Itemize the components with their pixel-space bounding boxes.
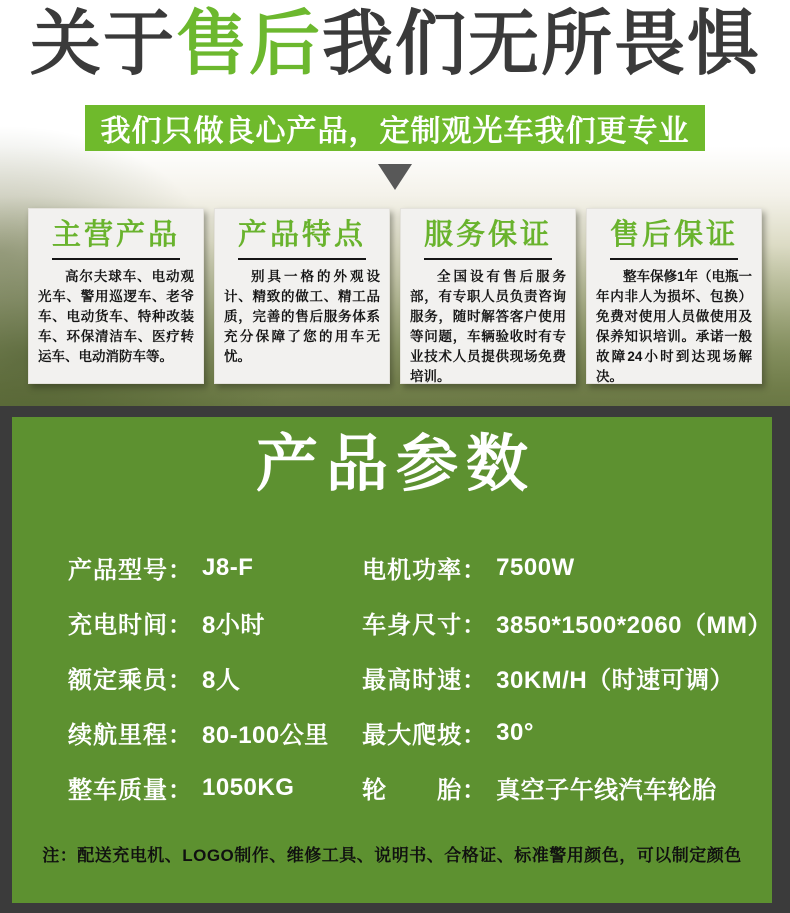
spec-value: J8-F: [202, 553, 254, 581]
specs-title: 产品参数: [255, 430, 536, 499]
spec-label: 产品型号：: [68, 557, 193, 584]
spec-value: 真空子午线汽车轮胎: [496, 777, 717, 804]
spec-row-tires: [362, 760, 772, 815]
spec-label: 轮 胎：: [362, 777, 488, 804]
spec-row-passengers: [68, 650, 362, 705]
card-main-products: [28, 208, 204, 384]
spec-row-range: [68, 705, 362, 760]
card-service-guarantee: [400, 208, 576, 384]
title-suffix: 我们无所畏惧: [322, 5, 761, 84]
spec-row-charge-time: [68, 595, 362, 650]
spec-label: 充电时间：: [68, 612, 193, 639]
spec-row-max-grade: [362, 705, 772, 760]
spec-value: 30°: [496, 718, 534, 746]
spec-value: 8人: [202, 667, 241, 694]
card-title: 主营产品: [51, 219, 180, 251]
spec-label: 续航里程：: [68, 722, 193, 749]
spec-value: 1050KG: [202, 773, 295, 801]
spec-value: 8小时: [202, 612, 265, 639]
info-cards: [0, 208, 790, 384]
spec-value: 7500W: [496, 553, 575, 581]
card-divider: [52, 258, 180, 260]
specs-panel: [12, 417, 772, 903]
slogan-banner: [85, 105, 705, 151]
specs-column-left: [68, 540, 362, 815]
spec-label: 电机功率：: [362, 557, 488, 584]
specs-grid: [12, 540, 772, 815]
arrow-down-icon: [378, 164, 412, 190]
title-prefix: 关于: [29, 5, 176, 84]
spec-row-motor-power: [362, 540, 772, 595]
specs-section: [0, 406, 790, 913]
spec-label: 最大爬坡：: [362, 722, 488, 749]
card-title: 售后保证: [609, 219, 738, 251]
spec-row-top-speed: [362, 650, 772, 705]
card-divider: [238, 258, 366, 260]
page-title: [0, 0, 790, 84]
card-aftersales-guarantee: [586, 208, 762, 384]
card-title: 产品特点: [237, 219, 366, 251]
spec-value: 30KM/H（时速可调）: [496, 667, 735, 694]
spec-row-dimensions: [362, 595, 772, 650]
card-body: 全国设有售后服务部，有专职人员负责咨询服务，随时解答客户使用等问题，车辆验收时有专业技术人员提供现场免费培训。: [410, 269, 566, 384]
card-divider: [610, 258, 738, 260]
spec-value: 3850*1500*2060（MM）: [496, 612, 772, 639]
title-highlight: 售后: [175, 5, 322, 84]
spec-value: 80-100公里: [202, 722, 329, 749]
card-body: 高尔夫球车、电动观光车、警用巡逻车、老爷车、电动货车、特种改装车、环保清洁车、医疗转运车、电动消防车等。: [38, 269, 194, 364]
card-divider: [424, 258, 552, 260]
slogan-banner-text: 我们只做良心产品，定制观光车我们更专业: [100, 115, 690, 148]
card-title: 服务保证: [423, 219, 552, 251]
hero-section: [0, 0, 790, 406]
spec-row-model: [68, 540, 362, 595]
spec-row-weight: [68, 760, 362, 815]
spec-label: 车身尺寸：: [362, 612, 488, 639]
specs-column-right: [362, 540, 772, 815]
card-body: 整车保修1年（电瓶一年内非人为损坏、包换）免费对使用人员做使用及保养知识培训。承诺一般故障24小时到达现场解决。: [596, 269, 753, 384]
specs-note: 注：配送充电机、LOGO制作、维修工具、说明书、合格证、标准警用颜色，可以制定颜色: [42, 846, 742, 865]
card-body: 别具一格的外观设计、精致的做工、精工品质，完善的售后服务体系充分保障了您的用车无忧。: [224, 269, 380, 364]
card-product-features: [214, 208, 390, 384]
spec-label: 整车质量：: [68, 777, 193, 804]
spec-label: 最高时速：: [362, 667, 488, 694]
spec-label: 额定乘员：: [68, 667, 193, 694]
